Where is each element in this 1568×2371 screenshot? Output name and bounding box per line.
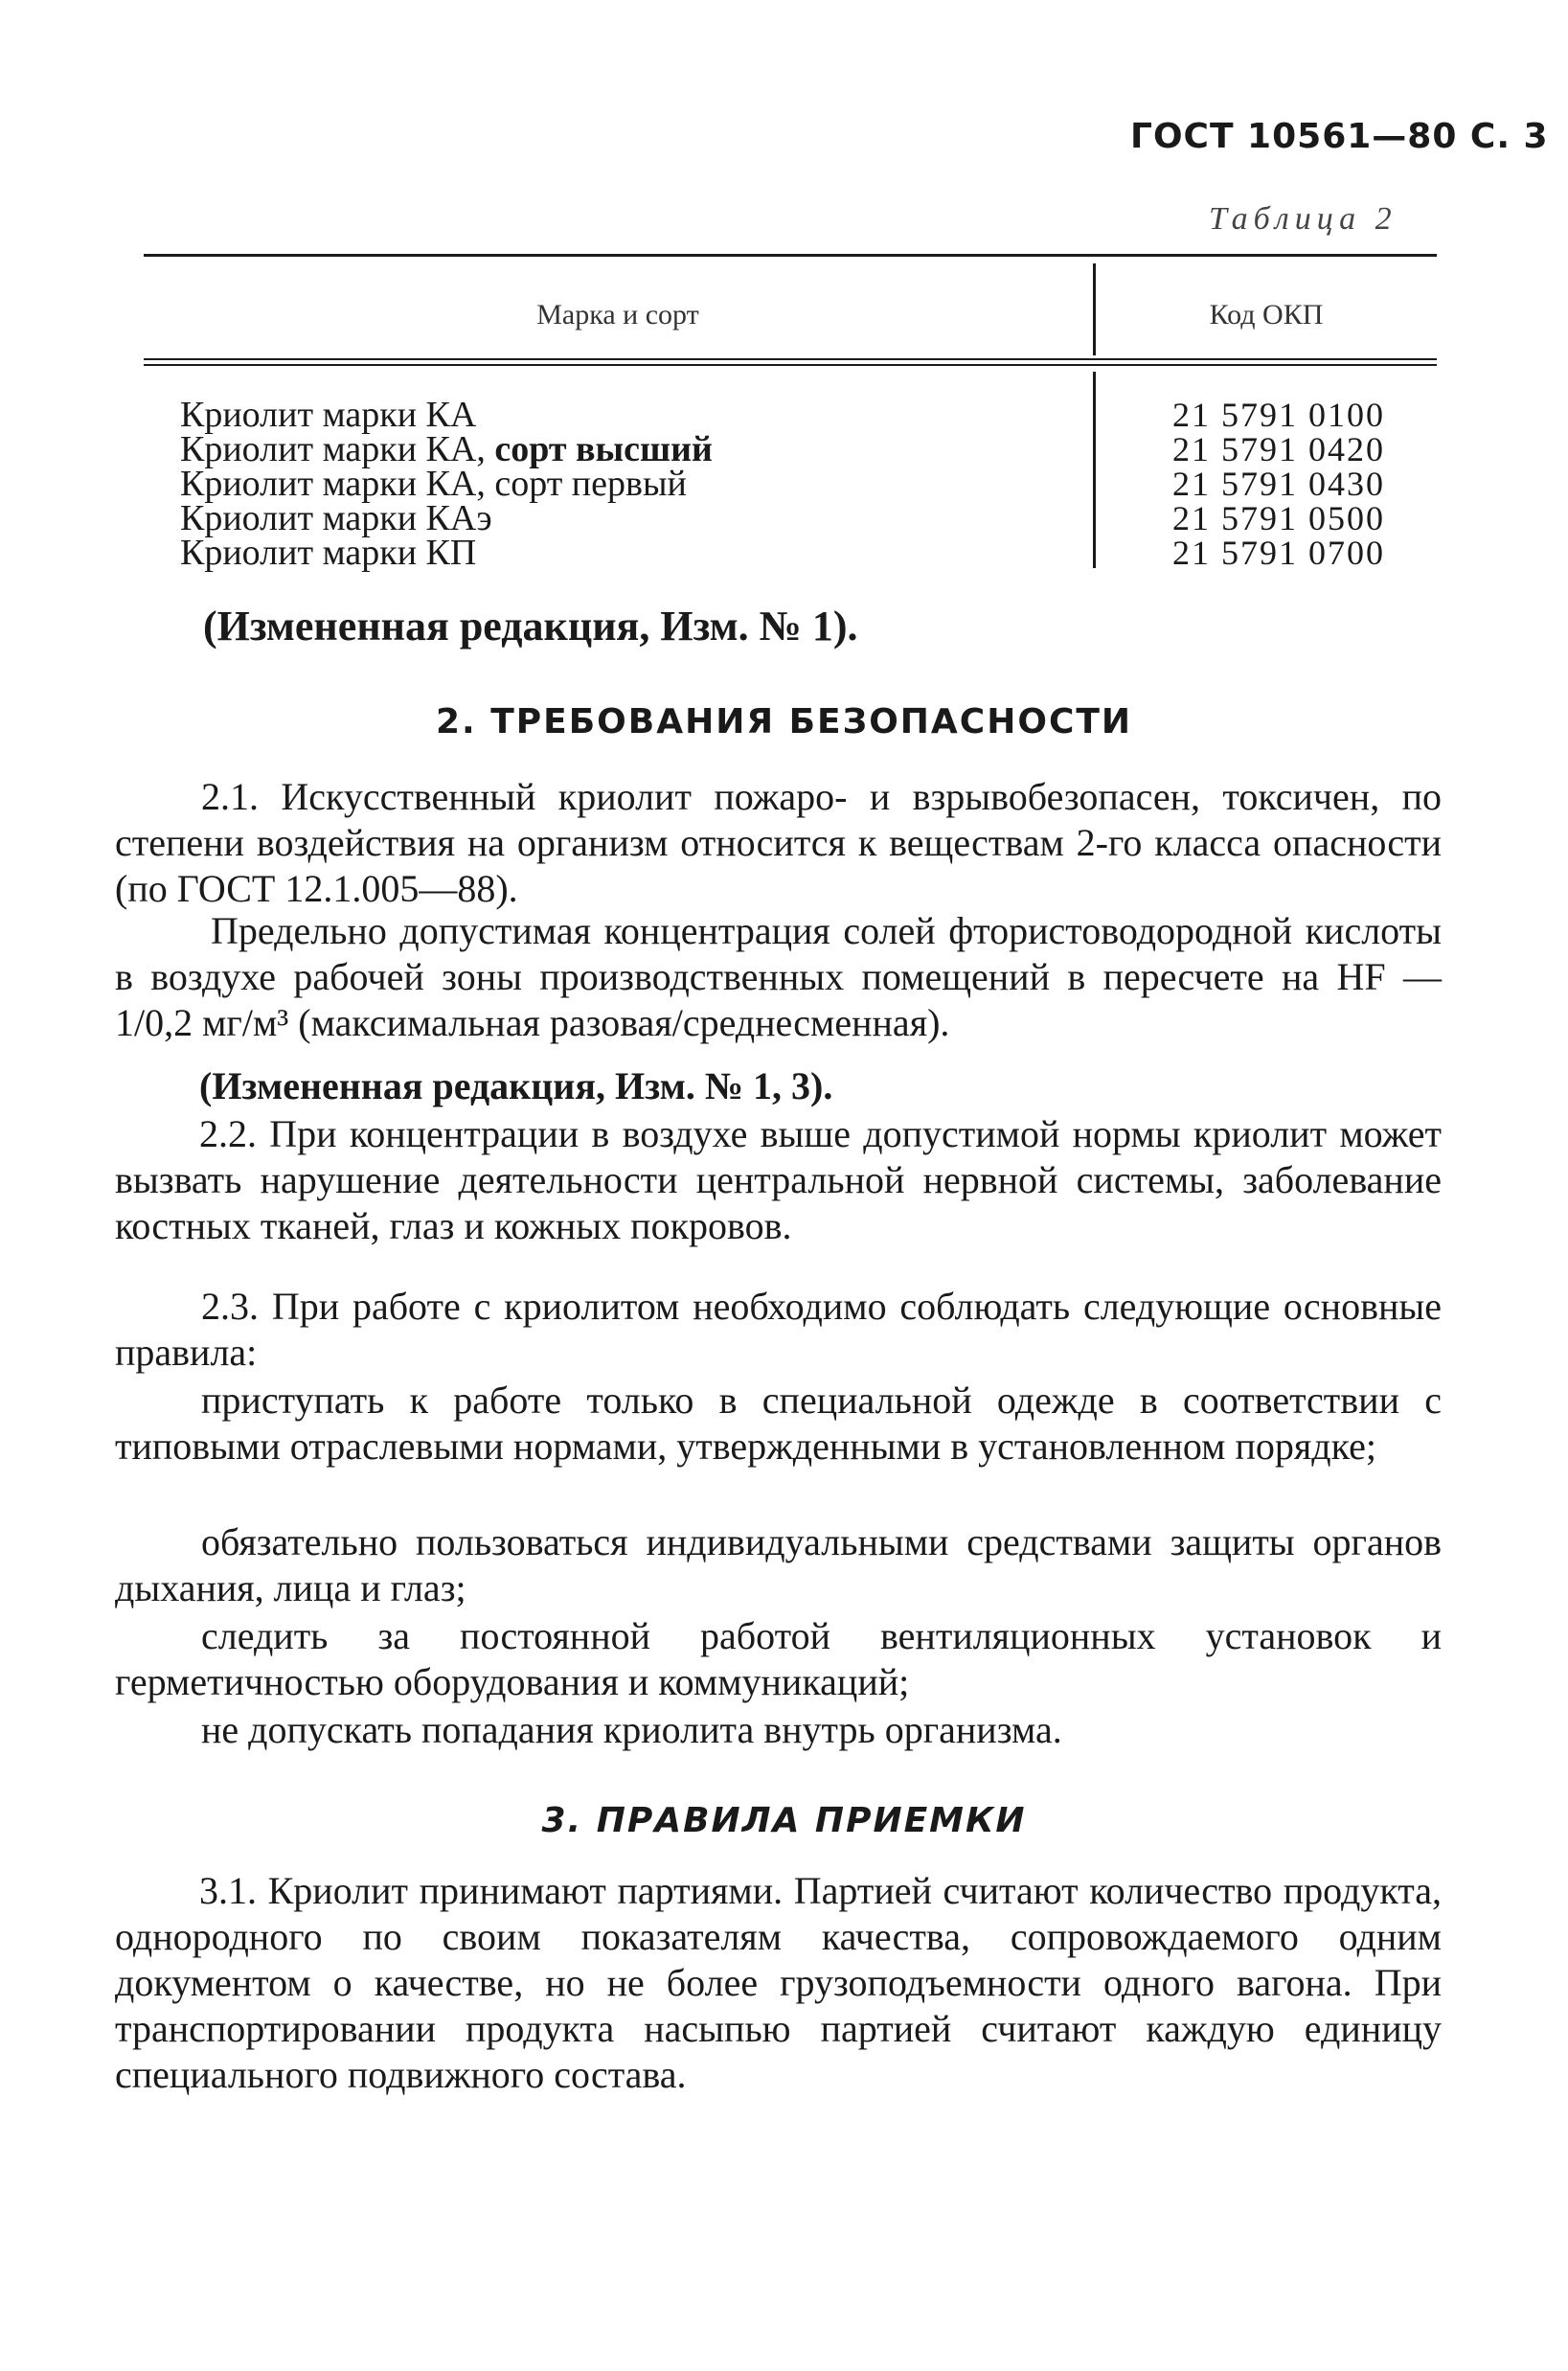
table-top-rule <box>144 254 1437 257</box>
safety-rule-4: не допускать попадания криолита внутрь организма. <box>201 1708 1062 1751</box>
table-row-code: 21 5791 0420 <box>1172 430 1385 468</box>
column-header-grade: Марка и сорт <box>536 299 699 331</box>
table-row-code: 21 5791 0700 <box>1172 534 1385 572</box>
section-3-heading: 3. ПРАВИЛА ПРИЕМКИ <box>541 1801 1027 1840</box>
paragraph-3-1: 3.1. Криолит принимают партиями. Партией считают количество продукта, однородного по своим показателям качества, сопровождаемого одним документом о качестве, но не более грузоподъемности одного вагона. При транспортировании продукта насыпью партией считают каждую единицу специального подвижного состава. <box>115 1869 1442 2096</box>
table-row-grade: Криолит марки КАэ <box>180 498 492 538</box>
table-row-code: 21 5791 0100 <box>1172 396 1385 434</box>
amendment-note-1: (Измененная редакция, Изм. № 1). <box>203 603 858 650</box>
table-row-grade: Криолит марки КА, сорт первый <box>180 464 687 504</box>
table-row-grade: Криолит марки КП <box>180 533 477 573</box>
table-header-rule-1 <box>144 358 1437 360</box>
table-header-rule-2 <box>144 364 1437 366</box>
safety-rule-2: обязательно пользоваться индивидуальными средствами защиты органов дыхания, лица и глаз; <box>115 1520 1442 1609</box>
safety-rule-3: следить за постоянной работой вентиляционных установок и герметичностью оборудования и коммуникаций; <box>115 1614 1442 1703</box>
table-row-code: 21 5791 0430 <box>1172 465 1385 503</box>
paragraph-2-3: 2.3. При работе с криолитом необходимо соблюдать следующие основные правила: <box>115 1285 1442 1374</box>
table-row-grade: Криолит марки КА, сорт высший <box>180 429 713 469</box>
table-row-code: 21 5791 0500 <box>1172 499 1385 537</box>
section-2-heading: 2. ТРЕБОВАНИЯ БЕЗОПАСНОСТИ <box>435 702 1133 741</box>
column-header-okp-code: Код ОКП <box>1209 299 1324 331</box>
safety-rule-1: приступать к работе только в специальной одежде в соответствии с типовыми отраслевыми нормами, утвержденными в установленном порядке; <box>115 1379 1442 1468</box>
paragraph-2-1-limit: Предельно допустимая концентрация солей фтористоводородной кислоты в воздухе рабочей зоны производственных помещений в пересчете на HF — 1/0,2 мг/м³ (максимальная разовая/среднесменная). <box>115 909 1442 1044</box>
standard-reference: ГОСТ 10561—80 С. 3 <box>1130 117 1549 156</box>
paragraph-2-2: 2.2. При концентрации в воздухе выше допустимой нормы криолит может вызвать нарушение деятельности центральной нервной системы, заболевание костных тканей, глаз и кожных покровов. <box>115 1112 1442 1247</box>
table-row-grade: Криолит марки КА <box>180 395 477 435</box>
amendment-note-2: (Измененная редакция, Изм. № 1, 3). <box>199 1064 833 1107</box>
table-body-divider <box>1093 372 1096 568</box>
table-caption: Таблица 2 <box>1209 201 1398 237</box>
paragraph-2-1: 2.1. Искусственный криолит пожаро- и взрывобезопасен, токсичен, по степени воздействия на организм относится к веществам 2-го класса опасности (по ГОСТ 12.1.005—88). <box>115 775 1442 910</box>
